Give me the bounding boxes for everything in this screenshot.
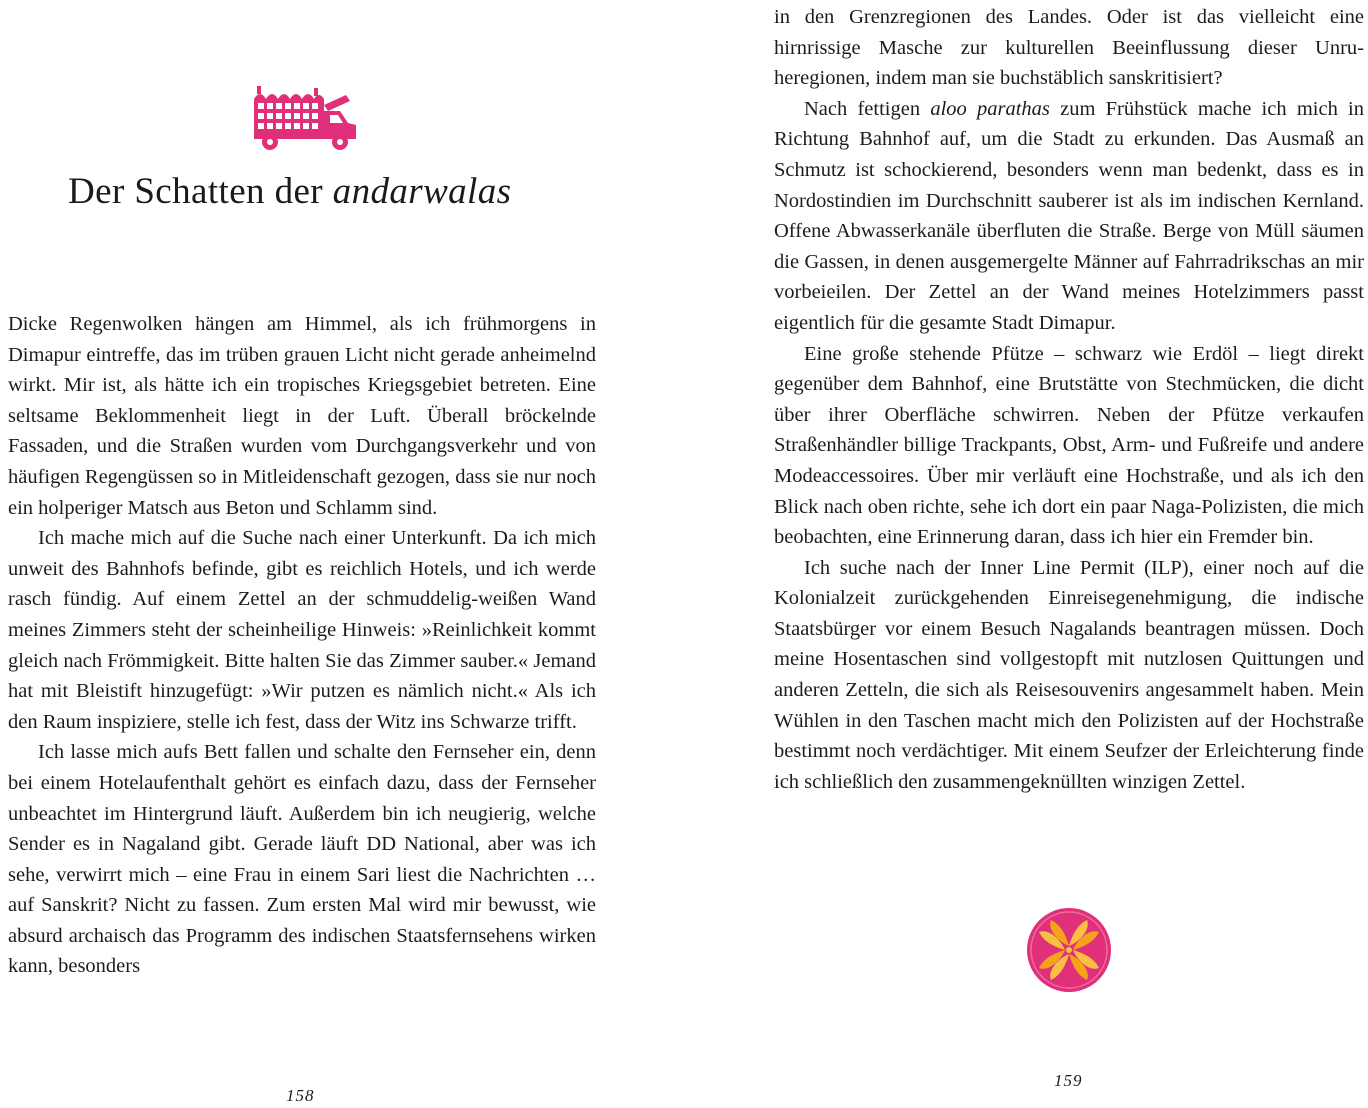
paragraph: in den Grenzregionen des Landes. Oder ist das vielleicht eine hirnrissige Masche zur kulturellen Beeinflussung dieser Unruheregionen, indem man sie buchstäblich sanskritisiert? bbox=[774, 6, 1364, 90]
paragraph: Dicke Regenwolken hängen am Himmel, als ich frühmorgens in Dimapur eintreffe, das im trüben grauen Licht nicht gerade anheimelnd wirkt. Mir ist, als hätte ich ein tropisches Kriegsgebiet betreten. Eine seltsame Beklommenheit liegt in der Luft. Überall bröckelnde Fassaden, und die Straßen wurden vom Durchgangsverkehr und von häufigen Regengüssen so in Mitleidenschaft gezogen, dass sie nur noch ein holperiger Matsch aus Beton und Schlamm sind. bbox=[8, 313, 596, 519]
paragraph: Ich lasse mich aufs Bett fallen und schalte den Fernseher ein, denn bei einem Hotelaufenthalt gehört es einfach dazu, dass der Fernseher unbeachtet im Hintergrund läuft. Außerdem bin ich neugierig, welche Sender es in Nagaland gibt. Gerade läuft DD National, aber was ich sehe, verwirrt mich – eine Frau in einem Sari liest die Nachrichten … auf Sanskrit? Nicht zu fassen. Zum ersten Mal wird mir bewusst, wie absurd archaisch das Programm des indischen Staatsfernsehens wirken kann, besonders bbox=[8, 741, 596, 978]
right-page bbox=[684, 0, 1368, 1108]
chapter-title bbox=[68, 170, 511, 213]
paragraph-text: zum Frühstück mache ich mich in Richtung Bahnhof auf, um die Stadt zu erkunden. Das Ausmaß an Schmutz ist schockierend, besonders wenn man bedenkt, dass es in Nordostindien im Durchschnitt sauberer ist als im indischen Kernland. Offene Abwasserkanäle überfluten die Straße. Berge von Müll säumen die Gassen, in denen ausgemergelte Männer auf Fahrradrikschas an mir vorbeieilen. Der Zettel an der Wand meines Hotelzimmers passt eigentlich für die gesamte Stadt Dimapur. bbox=[774, 97, 1364, 334]
page-number: 158 bbox=[286, 1086, 315, 1105]
flower-medallion-icon bbox=[1026, 907, 1112, 993]
left-body-text bbox=[8, 309, 596, 982]
paragraph-emphasis: aloo parathas bbox=[930, 97, 1050, 120]
paragraph: Eine große stehende Pfütze – schwarz wie Erdöl – liegt direkt gegenüber dem Bahnhof, eine Brutstätte von Stechmücken, die dicht über ihrer Oberfläche schwirren. Neben der Pfütze verkaufen Straßenhändler billige Trackpants, Obst, Arm- und Fußreife und andere Modeaccessoires. Über mir verläuft eine Hochstraße, und als ich den Blick nach oben richte, sehe ich dort ein paar Naga-Polizisten, die mich beobachten, eine Erinnerung daran, dass ich hier ein Fremder bin. bbox=[774, 342, 1364, 549]
chapter-title-prefix: Der Schatten der bbox=[68, 171, 333, 212]
paragraph bbox=[774, 94, 1364, 339]
paragraph-text: Nach fettigen bbox=[804, 97, 931, 120]
right-body-text bbox=[774, 2, 1364, 797]
paragraph: Ich mache mich auf die Suche nach einer Unterkunft. Da ich mich unweit des Bahnhofs befinde, gibt es reichlich Hotels, und ich werde rasch fündig. Auf einem Zettel an der schmuddelig-weißen Wand meines Zimmers steht der scheinheilige Hinweis: »Reinlichkeit kommt gleich nach Frömmigkeit. Bitte halten Sie das Zimmer sauber.« Jemand hat mit Bleistift hinzugefügt: »Wir putzen es nämlich nicht.« Als ich den Raum inspiziere, stelle ich fest, dass der Witz ins Schwarze trifft. bbox=[8, 527, 596, 733]
chapter-title-emphasis: andarwalas bbox=[332, 171, 512, 212]
page-number: 159 bbox=[1054, 1071, 1083, 1090]
truck-icon bbox=[252, 85, 358, 151]
paragraph: Ich suche nach der Inner Line Permit (ILP), einer noch auf die Kolonialzeit zurückgehenden Einreisegenehmigung, die indische Staatsbürger vor einem Besuch Nagalands beantragen müssen. Doch meine Hosentaschen sind vollgestopft mit nutzlosen Quittungen und anderen Zetteln, die sich als Reisesouvenirs angesammelt haben. Mein Wühlen in den Taschen macht mich den Polizisten auf der Hochstraße bestimmt noch verdächtiger. Mit einem Seufzer der Erleichterung finde ich schließlich den zusammengeknüllten winzigen Zettel. bbox=[774, 556, 1364, 793]
